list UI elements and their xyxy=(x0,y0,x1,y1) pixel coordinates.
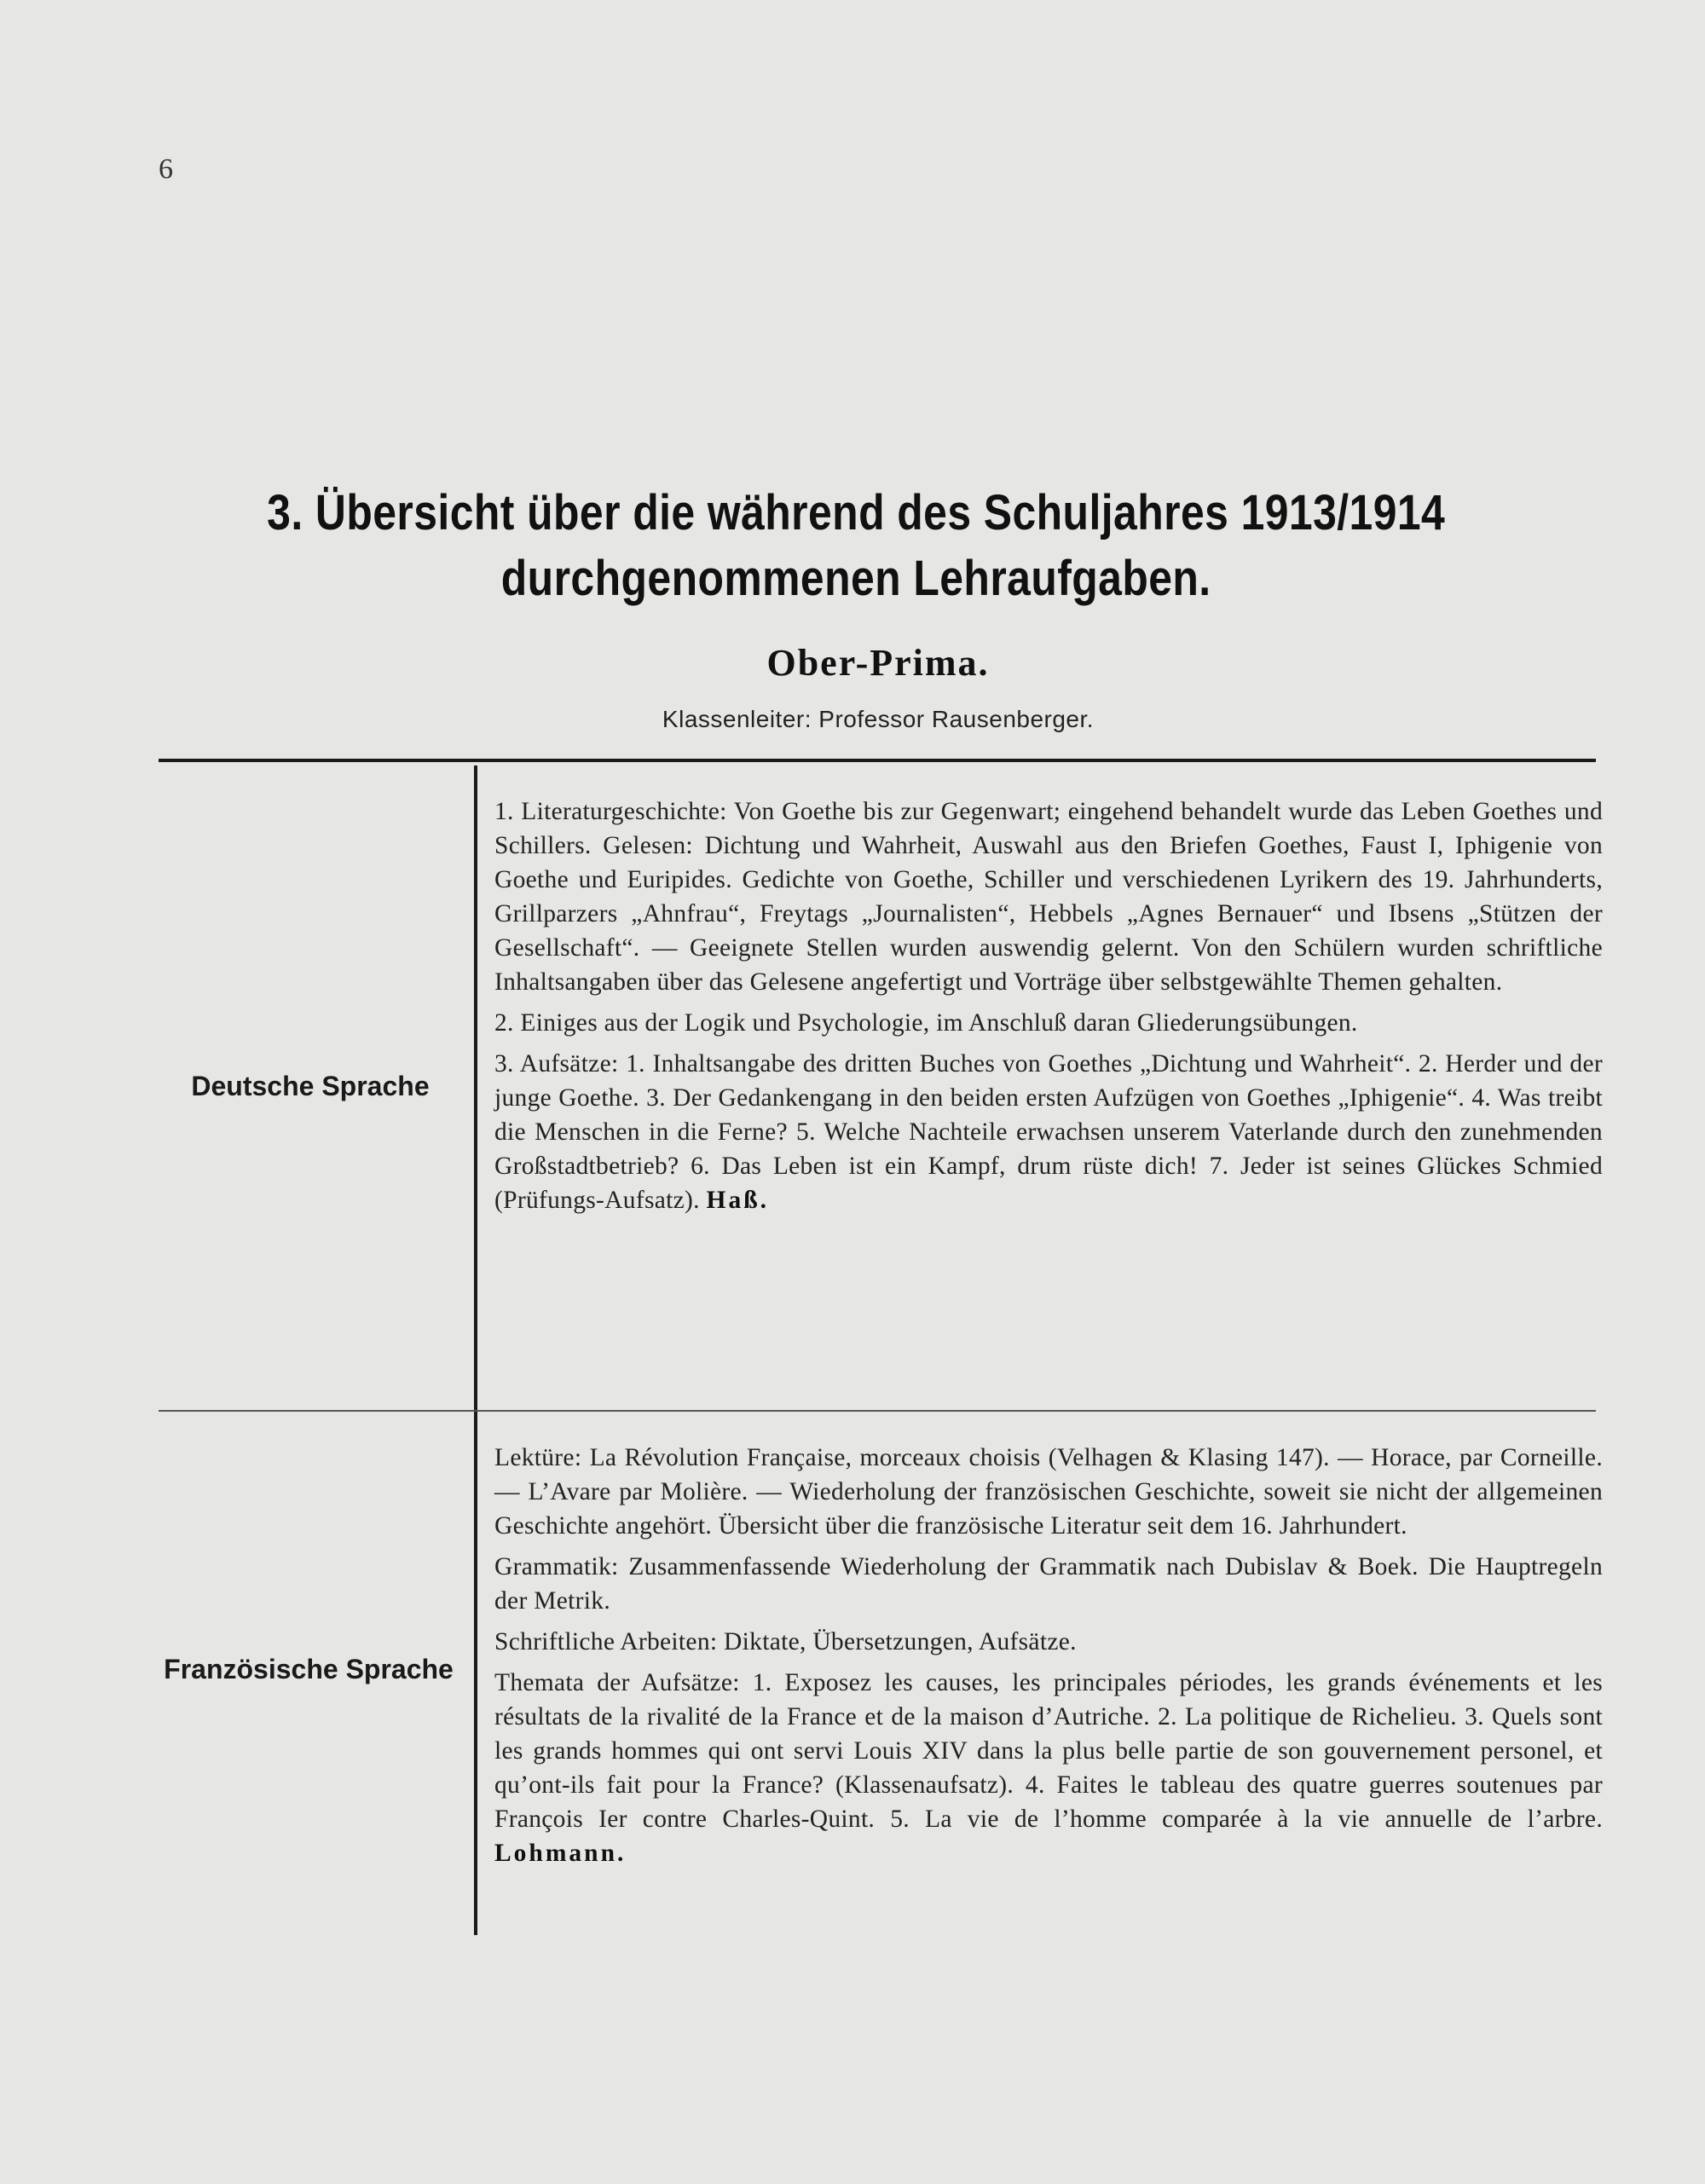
paragraph xyxy=(494,1666,1603,1870)
column-divider xyxy=(474,766,477,1935)
subject-label-french: Französische Sprache xyxy=(164,1654,454,1684)
paragraph-text: Themata der Aufsätze: 1. Exposez les causes, les principales périodes, les grands événements et les résultats de la rivalité de la France et de la maison d’Autriche. 2. La politique de Richelieu. 3. Quels sont les grands hommes qui ont servi Louis XIV dans la plus belle partie de son gouvernement personel, et qu’ont-ils fait pour la France? (Klassenaufsatz). 4. Faites le tableau des quatre guerres soutenues par François Ier contre Charles-Quint. 5. La vie de l’homme comparée à la vie annuelle de l’arbre. xyxy=(494,1669,1603,1833)
section-content-french xyxy=(494,1441,1603,1877)
teacher-name: Lohmann. xyxy=(494,1840,627,1867)
page-title-continued: durchgenommenen Lehraufgaben. xyxy=(500,551,1211,606)
page-title: 3. Übersicht über die während des Schuljahres 1913/1914 xyxy=(267,485,1446,540)
paragraph: 1. Literaturgeschichte: Von Goethe bis zur Gegenwart; eingehend behandelt wurde das Leben Goethes und Schillers. Gelesen: Dichtung und Wahrheit, Auswahl aus den Briefen Goethes, Faust I, Iphigenie von Goethe und Euripides. Gedichte von Goethe, Schiller und verschiedenen Lyrikern des 19. Jahrhunderts, Grillparzers „Ahnfrau“, Freytags „Journalisten“, Hebbels „Agnes Bernauer“ und Ibsens „Stützen der Gesellschaft“. — Geeignete Stellen wurden auswendig gelernt. Von den Schülern wurden schriftliche Inhaltsangaben über das Gelesene angefertigt und Vorträge über selbstgewählte Themen gehalten. xyxy=(494,798,1603,996)
paragraph: Lektüre: La Révolution Française, morceaux choisis (Velhagen & Klasing 147). — Horace, par Corneille. — L’Avare par Molière. — Wiederholung der französischen Geschichte, soweit sie nicht der allgemeinen Geschichte angehört. Übersicht über die französische Literatur seit dem 16. Jahrhundert. xyxy=(494,1444,1603,1540)
paragraph-text: 3. Aufsätze: 1. Inhaltsangabe des dritten Buches von Goethes „Dichtung und Wahrheit“. 2. Herder und der junge Goethe. 3. Der Gedankengang in den beiden ersten Aufzügen von Goethes „Iphigenie“. 4. Was treibt die Menschen in die Ferne? 5. Welche Nachteile erwachsen unserem Vaterlande durch den zunehmenden Großstadtbetrieb? 6. Das Leben ist ein Kampf, drum rüste dich! 7. Jeder ist seines Glückes Schmied (Prüfungs-Aufsatz). xyxy=(494,1050,1603,1214)
table-top-rule xyxy=(159,759,1596,762)
paragraph: Grammatik: Zusammenfassende Wiederholung der Grammatik nach Dubislav & Boek. Die Hauptregeln der Metrik. xyxy=(494,1553,1603,1615)
paragraph xyxy=(494,1047,1603,1217)
class-teacher: Klassenleiter: Professor Rausenberger. xyxy=(662,706,1095,732)
class-heading: Ober-Prima. xyxy=(766,642,990,684)
paragraph: Schriftliche Arbeiten: Diktate, Übersetzungen, Aufsätze. xyxy=(494,1628,1077,1655)
subject-label-german: Deutsche Sprache xyxy=(191,1071,430,1101)
paragraph: 2. Einiges aus der Logik und Psychologie, im Anschluß daran Gliederungsübungen. xyxy=(494,1009,1358,1037)
teacher-name: Haß. xyxy=(706,1187,769,1214)
page-number: 6 xyxy=(159,153,173,185)
row-separator xyxy=(159,1410,1596,1412)
section-content-german xyxy=(494,794,1603,1224)
